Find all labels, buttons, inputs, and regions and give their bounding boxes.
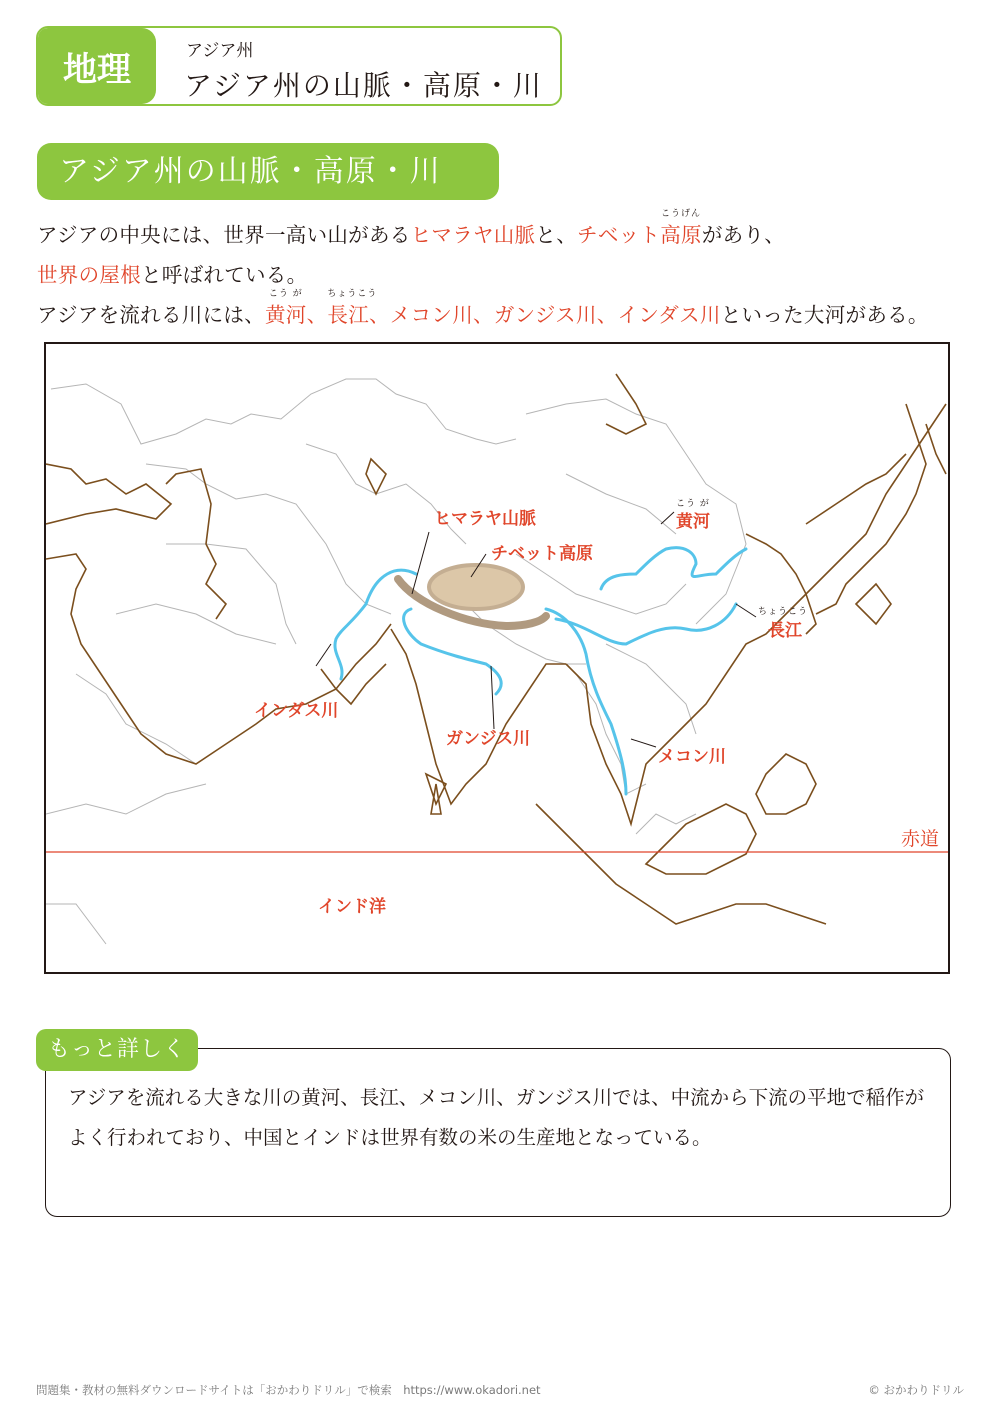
worksheet-title: アジア州の山脈・高原・川 (184, 69, 543, 102)
ruby-kouga: こう が (268, 289, 303, 299)
label-indus: インダス川 (254, 701, 339, 721)
intro-text: アジアを流れる川には、 (37, 303, 265, 327)
intro-text: と、 (535, 223, 578, 247)
mekong-river (546, 609, 626, 794)
keyword-kougen: 高原 (660, 223, 702, 247)
ruby-kougen: こうげん (661, 209, 702, 219)
keyword-indus: インダス川 (617, 303, 721, 327)
coastlines (46, 374, 946, 924)
section-title: アジア州の山脈・高原・川 (37, 143, 499, 200)
separator: 、 (306, 303, 328, 327)
huanghe-river (601, 548, 746, 589)
changjiang-river (556, 604, 736, 644)
ruby-choukou: ちょうこう (327, 289, 378, 299)
label-ganges: ガンジス川 (446, 729, 531, 749)
intro-text: と呼ばれている。 (141, 263, 308, 287)
unit-label: アジア州 (186, 41, 254, 61)
label-tibet: チベット高原 (491, 544, 593, 564)
tibet-plateau (429, 565, 523, 609)
label-indian-ocean: インド洋 (318, 897, 386, 917)
worksheet-header (36, 26, 562, 106)
separator: 、 (369, 303, 390, 327)
asia-map (44, 342, 950, 974)
keyword-himalaya: ヒマラヤ山脈 (410, 223, 536, 247)
label-himalaya: ヒマラヤ山脈 (434, 509, 536, 529)
separator: 、 (473, 303, 494, 327)
footer-site-info: 問題集・教材の無料ダウンロードサイトは「おかわりドリル」で検索 https://www.okadori.net (36, 1383, 541, 1397)
intro-text: といった大河がある。 (720, 303, 929, 327)
detail-text: アジアを流れる大きな川の黄河、長江、メコン川、ガンジス川では、中流から下流の平地で稲作がよく行われており、中国とインドは世界有数の米の生産地となっている。 (68, 1086, 925, 1149)
keyword-mekong: メコン川 (389, 303, 474, 327)
separator: 、 (596, 303, 618, 327)
intro-text: アジアの中央には、世界一高い山がある (37, 223, 411, 247)
keyword-huanghe: 黄河 (264, 303, 307, 327)
keyword-roof-of-world: 世界の屋根 (37, 263, 141, 287)
detail-tag: もっと詳しく (36, 1029, 198, 1071)
keyword-ganges: ガンジス川 (493, 303, 597, 327)
intro-text: があり、 (701, 223, 786, 247)
keyword-changjiang: 長江 (327, 303, 370, 327)
keyword-tibet: チベット (577, 223, 661, 247)
subject-badge: 地理 (38, 28, 156, 104)
ruby-huanghe: こう が (676, 499, 710, 509)
intro-line-3 (37, 289, 929, 328)
label-huanghe: 黄河 (676, 512, 710, 532)
intro-line-1 (37, 209, 786, 248)
footer-copyright: © おかわりドリル (868, 1383, 964, 1397)
country-borders (46, 379, 746, 944)
map-outline (46, 344, 950, 974)
label-changjiang: 長江 (768, 621, 802, 641)
label-mekong: メコン川 (658, 747, 726, 767)
ruby-changjiang: ちょうこう (758, 607, 809, 617)
label-equator: 赤道 (901, 828, 940, 850)
intro-line-2 (37, 258, 307, 288)
